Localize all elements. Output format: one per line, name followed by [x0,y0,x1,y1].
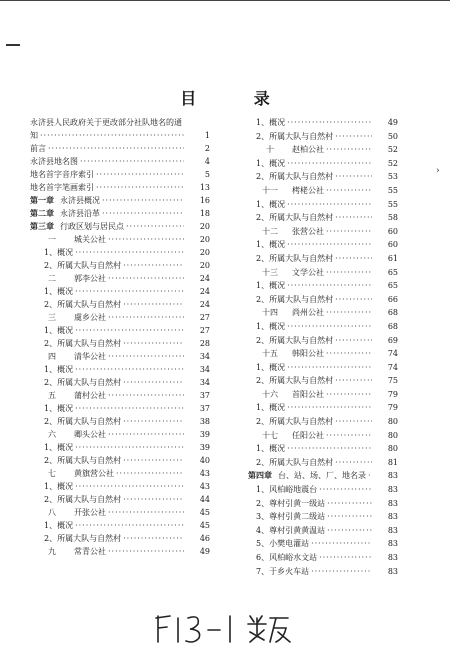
toc-section-row [248,184,398,198]
toc-page-number: 20 [199,222,210,231]
toc-page-number: 52 [387,158,398,168]
toc-page-number: 79 [387,403,398,413]
toc-entry-text [248,431,326,440]
section-title: 蒲村公社 [74,391,106,400]
toc-entry-text: 2、所属大队与自然村 [30,339,123,348]
toc-chapter-row [30,194,210,207]
toc-entry-text: 地名首字笔画索引 [30,183,94,192]
toc-page-number: 24 [199,287,210,296]
chapter-title: 台、站、场、厂、地名录 [278,471,366,481]
toc-sub-row [248,238,398,252]
toc-entry-text [30,469,116,478]
toc-page-number: 39 [199,430,210,439]
section-title: 首阳公社 [292,389,324,399]
page-title: 目 录 [180,89,296,108]
section-title: 黄旗营公社 [74,469,114,478]
toc-page-number: 74 [387,349,398,359]
section-title: 栲栳公社 [292,185,324,195]
toc-page-number: 61 [387,253,398,263]
toc-sub-row [248,565,398,579]
toc-page-number: 83 [387,512,398,522]
toc-page-number: 4 [204,157,210,166]
toc-page-number: 80 [387,417,398,427]
toc-section-row [30,389,210,402]
toc-entry-text: 1、概况 [248,444,287,453]
toc-page-number: 83 [387,566,398,576]
toc-section-row [248,143,398,157]
toc-sub-row [248,374,398,388]
section-title: 赵柏公社 [292,145,324,155]
toc-entry-text: 2、所属大队与自然村 [248,132,335,141]
toc-sub-row [248,252,398,266]
toc-page-number: 66 [387,294,398,304]
toc-sub-row [30,285,210,298]
toc-chapter-row [30,207,210,220]
toc-page-number: 81 [387,457,398,467]
section-number: 三 [48,313,56,322]
toc-sub-row [248,401,398,415]
toc-entry-text: 7、于乡火车站 [248,567,311,576]
toc-sub-row [30,532,210,545]
toc-section-row [30,428,210,441]
chapter-number: 第二章 [30,208,54,218]
toc-section-row [248,266,398,280]
toc-entry-text [248,349,326,358]
toc-page-number: 20 [199,248,210,257]
toc-entry-text: 1、概况 [248,363,287,372]
chapter-title: 永济县沿革 [60,209,100,218]
toc-entry-text: 2、所属大队与自然村 [248,336,335,345]
handwritten-annotation [150,608,300,648]
toc-section-row [30,311,210,324]
toc-page-number: 46 [199,534,210,543]
toc-sub-row [30,298,210,311]
toc-sub-row [248,130,398,144]
chapter-number: 第三章 [30,221,54,231]
toc-page-number: 24 [199,274,210,283]
toc-page-number: 49 [199,547,210,556]
toc-sub-row [248,497,398,511]
toc-page-number: 37 [199,404,210,413]
toc-entry-text: 2、所属大队与自然村 [30,378,123,387]
section-title: 清华公社 [74,352,106,361]
section-title: 郭李公社 [74,274,106,283]
toc-entry-text: 1、概况 [30,521,75,530]
toc-entry-text: 1、概况 [30,404,75,413]
toc-section-row [248,306,398,320]
toc-entry-text: 2、所属大队与自然村 [248,417,335,426]
toc-entry-text: 2、所属大队与自然村 [30,417,123,426]
toc-page-number: 74 [387,362,398,372]
toc-sub-row [30,441,210,454]
toc-entry-text: 1、概况 [30,326,75,335]
toc-page-number: 53 [387,172,398,182]
toc-page-number: 83 [387,525,398,535]
toc-entry-text [30,196,102,205]
toc-page-number: 83 [387,553,398,562]
toc-entry-text: 2、所属大队与自然村 [30,300,123,309]
toc-entry-row [30,155,210,168]
toc-sub-row [248,524,398,538]
toc-page-number: 60 [387,240,398,250]
toc-page-number: 68 [387,308,398,318]
toc-page-number: 55 [387,185,398,195]
toc-section-row [248,429,398,443]
toc-wrap-row [30,116,210,129]
toc-section-row [30,272,210,285]
toc-page-number: 40 [199,456,210,465]
section-number: 七 [48,469,56,478]
toc-page-number: 16 [199,196,210,205]
toc-entry-text [248,268,326,277]
page-top-edge [0,0,450,7]
toc-page-number: 83 [387,485,398,495]
toc-entry-text: 2、所属大队与自然村 [248,172,335,181]
section-number: 八 [48,508,56,517]
toc-entry-text: 1、风柏峪地震台 [248,485,319,494]
toc-entry-text: 2、所属大队与自然村 [248,254,335,263]
toc-page-number: 2 [204,144,210,153]
toc-entry-text: 4、尊村引黄黄温站 [248,526,327,535]
toc-page-number: 65 [387,267,398,277]
toc-sub-row [30,259,210,272]
toc-sub-row [248,334,398,348]
toc-section-row [30,467,210,480]
toc-page-number: 80 [387,430,398,440]
toc-page-number: 27 [199,313,210,322]
toc-entry-text: 1、概况 [30,248,75,257]
toc-entry-text: 2、所属大队与自然村 [30,456,123,465]
toc-entry-text [248,227,326,236]
toc-entry-text: 1、概况 [248,118,287,127]
toc-page-number: 38 [199,417,210,426]
section-number: 十五 [262,349,278,359]
toc-sub-row [30,415,210,428]
toc-entry-text [248,308,326,317]
toc-left-column [30,116,210,558]
toc-sub-row [30,324,210,337]
toc-entry-row [30,142,210,155]
toc-section-row [248,347,398,361]
toc-sub-row [248,211,398,225]
chapter-number: 第一章 [30,195,54,205]
toc-entry-text [30,222,126,231]
toc-sub-row [30,519,210,532]
toc-entry-text: 2、尊村引黄一级站 [248,499,327,508]
toc-entry-text: 1、概况 [30,287,75,296]
toc-sub-row [248,170,398,184]
toc-sub-row [30,246,210,259]
section-number: 十四 [262,308,278,318]
toc-page-number: 37 [199,391,210,400]
chapter-number: 第四章 [248,470,272,481]
toc-section-row [30,233,210,246]
toc-entry-row [30,129,210,142]
toc-sub-row [30,376,210,389]
toc-entry-text: 永济县人民政府关于更改部分社队地名的通 [30,118,182,127]
toc-page-number: 68 [387,321,398,331]
toc-page-number: 52 [387,145,398,155]
toc-sub-row [248,293,398,307]
toc-page-number: 43 [199,469,210,478]
toc-entry-text [30,352,108,361]
toc-sub-row [248,551,398,565]
toc-sub-row [248,279,398,293]
toc-entry-text [30,209,102,218]
toc-entry-text: 2、所属大队与自然村 [248,458,335,467]
toc-sub-row [30,493,210,506]
toc-entry-text: 2、所属大队与自然村 [30,261,123,270]
section-title: 文学公社 [292,267,324,277]
toc-entry-text [30,313,108,322]
section-number: 五 [48,391,56,400]
toc-page-number: 55 [387,199,398,209]
toc-sub-row [30,337,210,350]
toc-entry-text [248,471,368,480]
toc-entry-text: 1、概况 [248,200,287,209]
toc-entry-text [30,430,108,439]
section-title: 卿头公社 [74,430,106,439]
toc-page-number: 69 [387,335,398,345]
toc-entry-text [248,390,326,399]
toc-chapter-row [248,469,398,483]
toc-sub-row [248,510,398,524]
toc-page-number: 39 [199,443,210,452]
toc-section-row [30,545,210,558]
section-number: 十七 [262,430,278,440]
toc-section-row [30,506,210,519]
toc-page-number: 50 [387,131,398,141]
section-number: 九 [48,547,56,556]
toc-page-number: 44 [199,495,210,504]
section-number: 一 [48,235,56,244]
toc-sub-row [248,415,398,429]
handwriting-image [150,608,300,648]
toc-entry-text: 1、概况 [248,159,287,168]
section-number: 十三 [262,267,278,277]
section-number: 十二 [262,226,278,236]
toc-page-number: 34 [199,365,210,374]
toc-entry-text [30,547,108,556]
section-number: 十一 [262,185,278,195]
toc-entry-text: 1、概况 [30,365,75,374]
toc-entry-text: 前言 [30,144,46,153]
toc-page-number: 18 [199,209,210,218]
toc-entry-text [248,186,326,195]
toc-sub-row [30,480,210,493]
toc-page-number: 75 [387,376,398,386]
toc-sub-row [248,361,398,375]
toc-page-number: 45 [199,508,210,517]
section-number: 六 [48,430,56,439]
toc-page-number: 60 [387,226,398,236]
toc-entry-text: 地名首字音序索引 [30,170,94,179]
toc-entry-text [30,235,108,244]
section-title: 开张公社 [74,508,106,517]
section-title: 韩阳公社 [292,349,324,359]
toc-page-number: 1 [204,131,210,140]
toc-entry-text: 1、概况 [30,443,75,452]
toc-sub-row [248,483,398,497]
section-number: 四 [48,352,56,361]
toc-page-number: 20 [199,261,210,270]
toc-entry-text: 2、所属大队与自然村 [30,495,123,504]
toc-entry-text [248,145,326,154]
toc-section-row [30,350,210,363]
toc-entry-row [30,168,210,181]
toc-sub-row [248,198,398,212]
toc-entry-text: 1、概况 [248,403,287,412]
toc-page-number: 27 [199,326,210,335]
toc-sub-row [30,454,210,467]
toc-page-number: 34 [199,352,210,361]
toc-entry-text: 3、尊村引黄二级站 [248,512,327,521]
toc-sub-row [248,442,398,456]
toc-entry-text: 永济县地名图 [30,157,78,166]
toc-page-number: 45 [199,521,210,530]
margin-mark [6,44,20,46]
toc-page-number: 24 [199,300,210,309]
section-title: 任阳公社 [292,430,324,440]
toc-chapter-row [30,220,210,233]
section-title: 张营公社 [292,226,324,236]
toc-entry-text: 2、所属大队与自然村 [248,376,335,385]
toc-entry-text: 知 [30,131,38,140]
toc-page-number: 20 [199,235,210,244]
toc-section-row [248,225,398,239]
section-title: 尚州公社 [292,308,324,318]
toc-page-number: 58 [387,213,398,223]
toc-sub-row [248,320,398,334]
toc-page-number: 28 [199,339,210,348]
toc-entry-row [30,181,210,194]
toc-entry-text: 2、所属大队与自然村 [248,295,335,304]
section-number: 二 [48,274,56,283]
toc-entry-text: 6、风柏峪水文站 [248,553,319,562]
toc-page-number: 13 [199,183,210,192]
toc-entry-text: 2、所属大队与自然村 [248,213,335,222]
section-number: 十 [266,145,274,155]
chapter-title: 行政区划与居民点 [60,222,124,231]
toc-sub-row [248,157,398,171]
toc-page-number: 5 [204,170,210,179]
toc-entry-text [30,274,108,283]
toc-sub-row [30,363,210,376]
toc-page-number: 83 [387,471,398,481]
toc-entry-text: 2、所属大队与自然村 [30,534,123,543]
toc-page-number: 65 [387,281,398,291]
section-title: 常青公社 [74,547,106,556]
section-title: 城关公社 [74,235,106,244]
toc-sub-row [248,537,398,551]
toc-entry-text [30,508,108,517]
toc-sub-row [248,116,398,130]
toc-page-number: 79 [387,389,398,399]
toc-entry-text: 1、概况 [30,482,75,491]
toc-page-number: 83 [387,539,398,549]
toc-right-column [248,116,398,578]
margin-tick: › [436,166,440,176]
toc-page-number: 80 [387,444,398,454]
toc-entry-text: 1、概况 [248,281,287,290]
toc-entry-text: 1、概况 [248,240,287,249]
toc-page-number: 43 [199,482,210,491]
toc-entry-text [30,391,108,400]
toc-entry-text: 5、小樊电灌站 [248,539,311,548]
toc-page-number: 83 [387,498,398,508]
chapter-title: 永济县概况 [60,196,100,205]
toc-sub-row [248,456,398,470]
toc-sub-row [30,402,210,415]
toc-page-number: 34 [199,378,210,387]
toc-entry-text: 1、概况 [248,322,287,331]
section-number: 十六 [262,389,278,399]
toc-section-row [248,388,398,402]
section-title: 虞乡公社 [74,313,106,322]
toc-page-number: 49 [387,118,398,127]
